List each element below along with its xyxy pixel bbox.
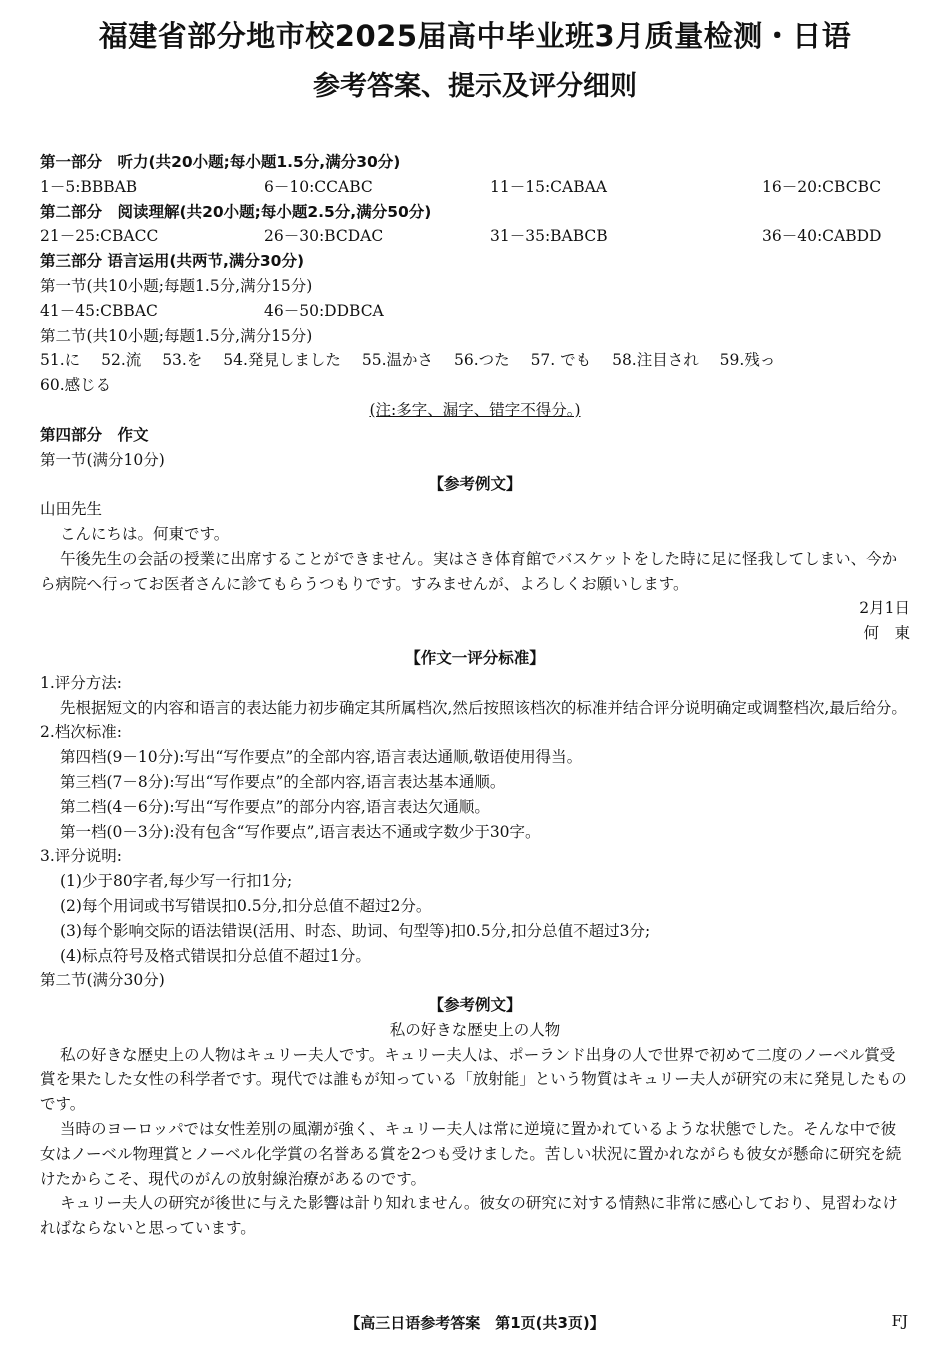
essay-paragraph: キュリー夫人の研究が後世に与えた影響は計り知れません。彼女の研究に対する情熱に非常に感心しており、見習わなければならないと思っています。	[40, 1194, 898, 1238]
part2-answers	[40, 224, 910, 249]
answer-item: 53.を	[162, 351, 203, 370]
answer-group: 21－25:CBACC	[40, 227, 159, 246]
answer-item: 59.残っ	[719, 351, 776, 370]
part4-sec2-heading: 第二节(满分30分)	[40, 971, 165, 990]
answer-group: 36－40:CABDD	[762, 227, 882, 246]
note-item: (1)少于80字者,每少写一行扣1分;	[60, 872, 293, 891]
notes-title: 3.评分说明:	[40, 847, 123, 866]
answer-group: 41－45:CBBAC	[40, 301, 158, 320]
footer-page-info: 【高三日语参考答案 第1页(共3页)】	[345, 1314, 605, 1332]
sample-label: 【参考例文】	[428, 475, 522, 494]
scoring-note: (注:多字、漏字、错字不得分。)	[369, 400, 581, 419]
method-title: 1.评分方法:	[40, 673, 123, 692]
answer-item: 60.感じる	[40, 376, 112, 395]
grade-item: 第二档(4－6分):写出“写作要点”的部分内容,语言表达欠通顺。	[60, 797, 490, 816]
answer-item: 55.温かさ	[361, 351, 434, 370]
essay-title: 私の好きな歴史上の人物	[389, 1020, 561, 1039]
footer-code: FJ	[891, 1312, 908, 1330]
part4-sec1-heading: 第一节(满分10分)	[40, 450, 165, 469]
essay-paragraph: 当時のヨーロッパでは女性差別の風潮が強く、キュリー夫人は常に逆境に置かれているような状態でした。そんな中で彼女はノーベル物理賞とノーベル化学賞の名誉ある賞を2つも受けました。苦しい状況に置かれながらも彼女が懸命に研究を続けたからこそ、現代のがんの放射線治療があるのです。	[40, 1120, 902, 1188]
page-title: 福建省部分地市校2025届高中毕业班3月质量检测・日语	[98, 19, 852, 53]
answer-group: 16－20:CBCBC	[762, 177, 882, 196]
essay-paragraph: 私の好きな歴史上の人物はキュリー夫人です。キュリー夫人は、ポーランド出身の人で世界で初めて二度のノーベル賞受賞を果たした女性の科学者です。現代では誰もが知っている「放射能」という物質はキュリー夫人が研究の末に発見したものです。	[40, 1045, 907, 1114]
part3-sec1-heading: 第一节(共10小题;每题1.5分,满分15分)	[40, 276, 313, 295]
letter-recipient: 山田先生	[40, 500, 103, 519]
note-item: (4)标点符号及格式错误扣分总值不超过1分。	[60, 946, 371, 965]
answer-group: 31－35:BABCB	[490, 227, 608, 246]
note-item: (2)每个用词或书写错误扣0.5分,扣分总值不超过2分。	[60, 896, 432, 915]
answer-item: 57. でも	[530, 351, 592, 370]
page-subtitle: 参考答案、提示及评分细则	[313, 71, 637, 102]
part4-heading: 第四部分 作文	[40, 425, 149, 444]
part3-sec1-answers	[40, 299, 910, 324]
letter-body: 午後先生の会話の授業に出席することができません。実はさき体育館でバスケットをした時に足に怪我してしまい、今から病院へ行ってお医者さんに診てもらうつもりです。すみませんが、よろしくお願いします。	[40, 549, 898, 593]
answer-item: 51.に	[40, 351, 81, 370]
letter-signature: 何 東	[863, 624, 910, 643]
criteria-label: 【作文一评分标准】	[405, 648, 545, 667]
part1-heading: 第一部分 听力(共20小题;每小题1.5分,满分30分)	[40, 153, 401, 171]
note-item: (3)每个影响交际的语法错误(活用、时态、助词、句型等)扣0.5分,扣分总值不超过3分;	[60, 921, 651, 940]
part3-sec2-answers	[40, 348, 910, 373]
answer-group: 11－15:CABAA	[490, 177, 607, 196]
grade-item: 第一档(0－3分):没有包含“写作要点”,语言表达不通或字数少于30字。	[60, 822, 541, 841]
part1-answers	[40, 175, 910, 200]
grade-title: 2.档次标准:	[40, 723, 123, 742]
part3-sec2-heading: 第二节(共10小题;每题1.5分,满分15分)	[40, 326, 313, 345]
letter-date: 2月1日	[859, 599, 910, 618]
answer-group: 26－30:BCDAC	[264, 227, 384, 246]
letter-greeting: こんにちは。何東です。	[60, 524, 230, 543]
answer-group: 46－50:DDBCA	[264, 301, 384, 320]
answer-item: 54.発見しました	[223, 351, 341, 370]
method-text: 先根据短文的内容和语言的表达能力初步确定其所属档次,然后按照该档次的标准并结合评分说明确定或调整档次,最后给分。	[60, 698, 907, 717]
part2-heading: 第二部分 阅读理解(共20小题;每小题2.5分,满分50分)	[40, 202, 432, 221]
answer-group: 1－5:BBBAB	[40, 177, 138, 196]
sample2-label: 【参考例文】	[428, 996, 522, 1015]
part3-heading: 第三部分 语言运用(共两节,满分30分)	[40, 252, 305, 271]
grade-item: 第四档(9－10分):写出“写作要点”的全部内容,语言表达通顺,敬语使用得当。	[60, 748, 583, 767]
answer-item: 58.注目され	[612, 351, 699, 370]
answer-group: 6－10:CCABC	[264, 177, 373, 196]
answer-item: 52.流	[101, 351, 142, 370]
answer-item: 56.つた	[453, 351, 510, 370]
document-body	[40, 150, 910, 1241]
grade-item: 第三档(7－8分):写出“写作要点”的全部内容,语言表达基本通顺。	[60, 772, 506, 791]
